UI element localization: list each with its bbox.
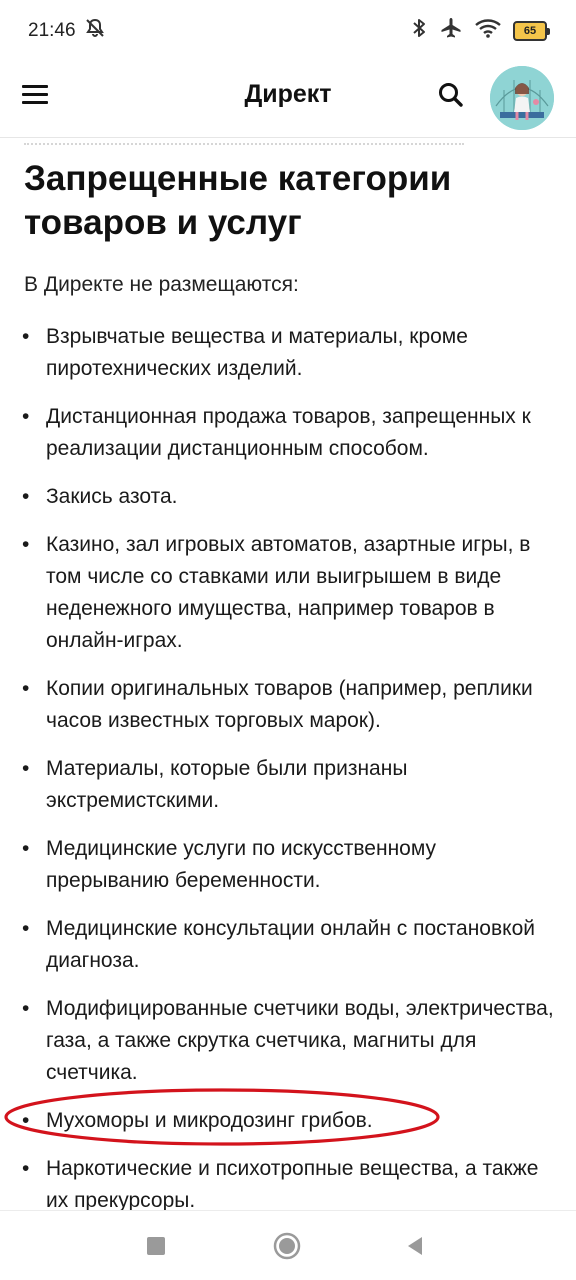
bullet-dot: • xyxy=(22,997,30,1020)
bullet-dot: • xyxy=(22,325,30,348)
list-item-text: Мухоморы и микродозинг грибов. xyxy=(46,1109,373,1132)
list-item xyxy=(0,833,576,897)
bullet-dot: • xyxy=(22,917,30,940)
home-icon[interactable] xyxy=(273,1232,301,1260)
list-item xyxy=(0,529,576,657)
list-item xyxy=(0,401,576,465)
list-item xyxy=(0,753,576,817)
cut-off-text-line xyxy=(24,139,464,145)
list-item-text: Материалы, которые были признаны экстремистскими. xyxy=(46,757,408,812)
app-header xyxy=(0,62,576,138)
app-title: Директ xyxy=(244,80,332,108)
intro-text: В Директе не размещаются: xyxy=(24,273,299,296)
list-item xyxy=(0,481,576,513)
list-item-text: Дистанционная продажа товаров, запрещенных к реализации дистанционным способом. xyxy=(46,405,531,460)
list-item-text: Взрывчатые вещества и материалы, кроме пиротехнических изделий. xyxy=(46,325,468,380)
status-time: 21:46 xyxy=(28,20,76,41)
system-nav-bar xyxy=(0,1210,576,1280)
bullet-dot: • xyxy=(22,757,30,780)
bluetooth-icon xyxy=(411,17,427,45)
wifi-icon xyxy=(475,18,501,44)
bullet-dot: • xyxy=(22,485,30,508)
avatar[interactable] xyxy=(490,66,554,130)
bullet-dot: • xyxy=(22,677,30,700)
battery-icon xyxy=(513,21,550,41)
bullet-dot: • xyxy=(22,1109,30,1132)
list-item-text: Закись азота. xyxy=(46,485,178,508)
status-bar-right xyxy=(411,17,550,45)
list-item-text: Копии оригинальных товаров (например, реплики часов известных торговых марок). xyxy=(46,677,533,732)
prohibited-categories-list xyxy=(0,321,576,1210)
list-item-text: Казино, зал игровых автоматов, азартные игры, в том числе со ставками или выигрышем в виде неденежного имущества, например товаров в онлайн-играх. xyxy=(46,533,531,652)
back-icon[interactable] xyxy=(404,1235,426,1257)
list-item-text: Модифицированные счетчики воды, электричества, газа, а также скрутка счетчика, магниты для счетчика. xyxy=(46,997,554,1084)
page-title: Запрещенные категории товаров и услуг xyxy=(24,159,452,242)
mute-icon xyxy=(84,18,106,44)
list-item xyxy=(0,321,576,385)
bullet-dot: • xyxy=(22,837,30,860)
bullet-dot: • xyxy=(22,405,30,428)
list-item xyxy=(0,1153,576,1210)
list-item xyxy=(0,673,576,737)
list-item-text: Медицинские услуги по искусственному прерыванию беременности. xyxy=(46,837,437,892)
list-item xyxy=(0,913,576,977)
bullet-dot: • xyxy=(22,1157,30,1180)
bullet-dot: • xyxy=(22,533,30,556)
search-icon[interactable] xyxy=(436,80,466,110)
list-item-text: Медицинские консультации онлайн с постановкой диагноза. xyxy=(46,917,535,972)
list-item xyxy=(0,993,576,1089)
list-item-text: Наркотические и психотропные вещества, а также их прекурсоры. xyxy=(46,1157,539,1210)
status-bar-left xyxy=(28,18,106,44)
recents-icon[interactable] xyxy=(147,1237,165,1255)
battery-level: 65 xyxy=(513,21,547,41)
status-bar xyxy=(0,0,576,62)
article-content xyxy=(0,139,576,1210)
airplane-icon xyxy=(439,17,463,45)
list-item-highlighted xyxy=(0,1105,576,1137)
